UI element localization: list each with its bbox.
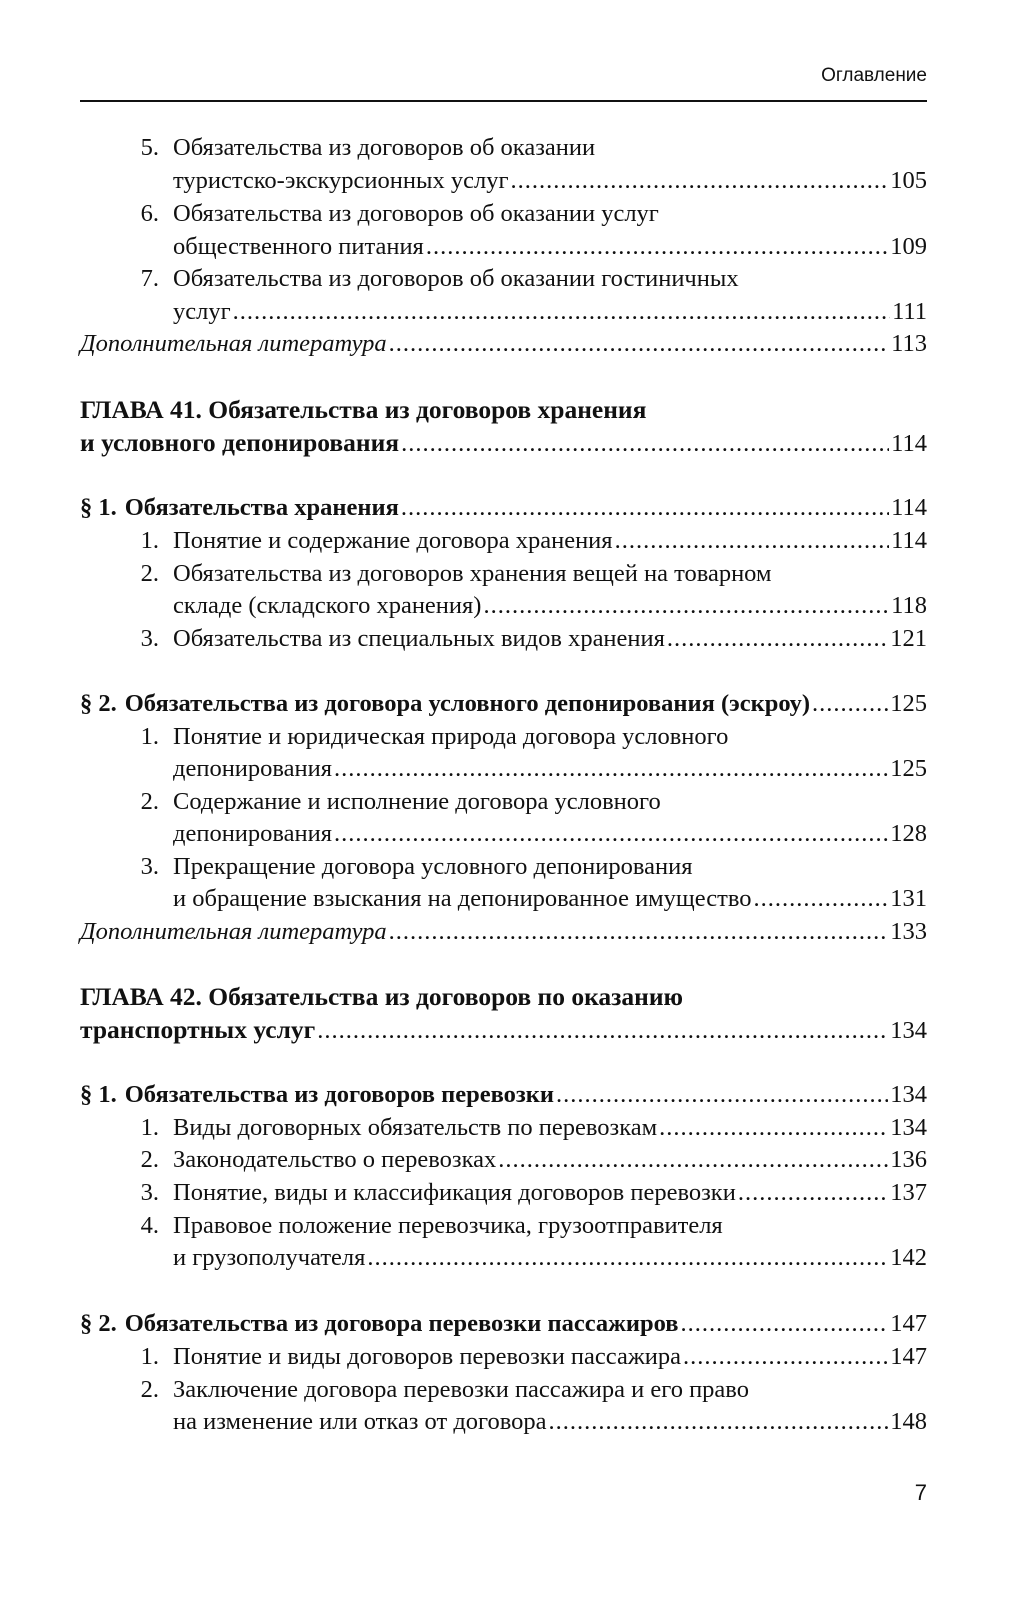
paragraph-title: Обязательства из договора условного депонирования (эскроу) xyxy=(124,690,811,717)
paragraph-title: Обязательства из договоров перевозки xyxy=(124,1081,554,1108)
item-number: 1. xyxy=(140,723,159,750)
item-title: и грузополучателя xyxy=(173,1244,366,1271)
toc-paragraph[interactable] xyxy=(80,687,927,721)
item-title: Виды договорных обязательств по перевозкам xyxy=(173,1114,658,1141)
toc-item[interactable] xyxy=(80,197,927,231)
page-ref: 136 xyxy=(890,1146,927,1173)
dot-leader xyxy=(754,882,889,916)
dot-leader xyxy=(389,915,889,949)
item-title: Законодательство о перевозках xyxy=(173,1146,497,1173)
dot-leader xyxy=(615,524,890,558)
dot-leader xyxy=(683,1340,888,1374)
item-number: 7. xyxy=(140,265,159,292)
item-title: Прекращение договора условного депонирования xyxy=(173,853,693,880)
toc-item-continuation[interactable] xyxy=(80,1241,927,1275)
page-ref: 134 xyxy=(890,1081,927,1108)
item-number: 2. xyxy=(140,1376,159,1403)
page-ref: 125 xyxy=(890,755,927,782)
item-number: 6. xyxy=(140,200,159,227)
item-title: Обязательства из договоров об оказании услуг xyxy=(173,200,659,227)
chapter-title: ГЛАВА 42. Обязательства из договоров по оказанию xyxy=(80,982,683,1011)
paragraph-number: § 2. xyxy=(80,1310,117,1337)
item-title: Обязательства из договоров об оказании xyxy=(173,134,596,161)
dot-leader xyxy=(659,1111,888,1145)
dot-leader xyxy=(334,752,888,786)
toc-paragraph[interactable] xyxy=(80,1078,927,1112)
toc-item[interactable] xyxy=(80,850,927,884)
toc-chapter[interactable] xyxy=(80,980,927,1014)
page-ref: 147 xyxy=(890,1310,927,1337)
page-ref: 114 xyxy=(891,494,927,521)
toc-paragraph[interactable] xyxy=(80,491,927,525)
running-header xyxy=(80,62,927,102)
paragraph-title: Обязательства хранения xyxy=(124,494,399,521)
toc-item-continuation[interactable] xyxy=(80,817,927,851)
toc-item[interactable] xyxy=(80,1340,927,1374)
toc-item[interactable] xyxy=(80,1176,927,1210)
paragraph-number: § 2. xyxy=(80,690,117,717)
toc-chapter-continuation[interactable] xyxy=(80,1013,927,1047)
dot-leader xyxy=(334,817,888,851)
toc-paragraph[interactable] xyxy=(80,1307,927,1341)
chapter-title: и условного депонирования xyxy=(80,428,400,457)
page-ref: 113 xyxy=(891,330,927,357)
page-ref: 148 xyxy=(890,1408,927,1435)
item-number: 1. xyxy=(140,1114,159,1141)
page-ref: 114 xyxy=(891,430,927,457)
item-title: Обязательства из договоров хранения вещей на товарном xyxy=(173,560,772,587)
item-number: 1. xyxy=(140,527,159,554)
item-title: на изменение или отказ от договора xyxy=(173,1408,547,1435)
dot-leader xyxy=(401,427,889,461)
item-title: Понятие и виды договоров перевозки пассажира xyxy=(173,1343,682,1370)
literature-title: Дополнительная литература xyxy=(80,918,387,945)
page-number: 7 xyxy=(914,1480,927,1505)
page-ref: 111 xyxy=(892,298,927,325)
item-number: 4. xyxy=(140,1212,159,1239)
page-ref: 128 xyxy=(890,820,927,847)
item-title: Обязательства из договоров об оказании гостиничных xyxy=(173,265,739,292)
dot-leader xyxy=(367,1241,888,1275)
item-number: 3. xyxy=(140,853,159,880)
page-ref: 105 xyxy=(890,167,927,194)
item-number: 3. xyxy=(140,1179,159,1206)
item-title: Понятие, виды и классификация договоров перевозки xyxy=(173,1179,736,1206)
page-ref: 109 xyxy=(890,233,927,260)
toc-item[interactable] xyxy=(80,785,927,819)
dot-leader xyxy=(738,1176,888,1210)
item-title: Правовое положение перевозчика, грузоотправителя xyxy=(173,1212,723,1239)
toc-item[interactable] xyxy=(80,1373,927,1407)
item-title: складе (складского хранения) xyxy=(173,592,482,619)
page-ref: 134 xyxy=(890,1017,927,1044)
item-title: Понятие и юридическая природа договора условного xyxy=(173,723,729,750)
item-title: туристско-экскурсионных услуг xyxy=(173,167,509,194)
dot-leader xyxy=(667,622,888,656)
toc-item-continuation[interactable] xyxy=(80,230,927,264)
toc-item[interactable] xyxy=(80,557,927,591)
toc-item-continuation[interactable] xyxy=(80,295,927,329)
toc-item[interactable] xyxy=(80,1209,927,1243)
dot-leader xyxy=(401,491,889,525)
dot-leader xyxy=(511,164,889,198)
paragraph-number: § 1. xyxy=(80,1081,117,1108)
dot-leader xyxy=(389,327,889,361)
toc-chapter[interactable] xyxy=(80,393,927,427)
page-ref: 114 xyxy=(891,527,927,554)
dot-leader xyxy=(549,1405,889,1439)
item-title: и обращение взыскания на депонированное имущество xyxy=(173,885,752,912)
dot-leader xyxy=(498,1143,888,1177)
toc-item-continuation[interactable] xyxy=(80,164,927,198)
item-number: 5. xyxy=(140,134,159,161)
item-title: Заключение договора перевозки пассажира и его право xyxy=(173,1376,749,1403)
toc-literature[interactable] xyxy=(80,915,927,949)
page-ref: 147 xyxy=(890,1343,927,1370)
running-header-title: Оглавление xyxy=(821,65,927,86)
toc-item[interactable] xyxy=(80,1111,927,1145)
paragraph-title: Обязательства из договора перевозки пассажиров xyxy=(124,1310,679,1337)
paragraph-number: § 1. xyxy=(80,494,117,521)
page-ref: 121 xyxy=(890,625,927,652)
dot-leader xyxy=(556,1078,888,1112)
item-title: Понятие и содержание договора хранения xyxy=(173,527,613,554)
toc-item[interactable] xyxy=(80,524,927,558)
page-ref: 125 xyxy=(890,690,927,717)
page-ref: 118 xyxy=(891,592,927,619)
toc-item[interactable] xyxy=(80,720,927,754)
dot-leader xyxy=(233,295,890,329)
toc-literature[interactable] xyxy=(80,327,927,361)
item-title: депонирования xyxy=(173,820,333,847)
dot-leader xyxy=(681,1307,889,1341)
toc-item[interactable] xyxy=(80,131,927,165)
toc-chapter-continuation[interactable] xyxy=(80,426,927,460)
toc-item[interactable] xyxy=(80,262,927,296)
item-number: 3. xyxy=(140,625,159,652)
item-title: Содержание и исполнение договора условного xyxy=(173,788,661,815)
toc-item-continuation[interactable] xyxy=(80,882,927,916)
toc-item[interactable] xyxy=(80,622,927,656)
toc-item-continuation[interactable] xyxy=(80,1405,927,1439)
item-number: 2. xyxy=(140,788,159,815)
page-ref: 137 xyxy=(890,1179,927,1206)
chapter-title: ГЛАВА 41. Обязательства из договоров хранения xyxy=(80,395,647,424)
page-ref: 142 xyxy=(890,1244,927,1271)
literature-title: Дополнительная литература xyxy=(80,330,387,357)
item-title: услуг xyxy=(173,298,231,325)
item-title: депонирования xyxy=(173,755,333,782)
item-title: Обязательства из специальных видов хранения xyxy=(173,625,665,652)
page-ref: 133 xyxy=(890,918,927,945)
toc-item[interactable] xyxy=(80,1143,927,1177)
chapter-title: транспортных услуг xyxy=(80,1015,316,1044)
dot-leader xyxy=(317,1014,888,1048)
toc-item-continuation[interactable] xyxy=(80,589,927,623)
toc-item-continuation[interactable] xyxy=(80,752,927,786)
page-ref: 131 xyxy=(890,885,927,912)
page-ref: 134 xyxy=(890,1114,927,1141)
item-number: 2. xyxy=(140,1146,159,1173)
dot-leader xyxy=(483,589,889,623)
item-number: 1. xyxy=(140,1343,159,1370)
item-number: 2. xyxy=(140,560,159,587)
item-title: общественного питания xyxy=(173,233,424,260)
dot-leader xyxy=(426,230,888,264)
dot-leader xyxy=(812,687,888,721)
